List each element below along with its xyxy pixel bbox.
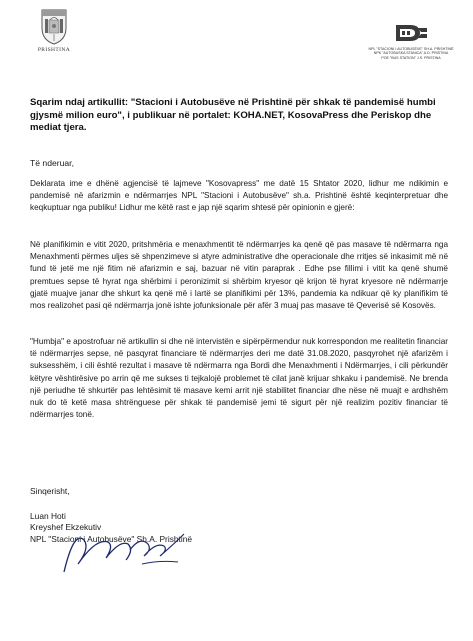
company-names	[356, 47, 466, 60]
city-label: PRISHTINA	[37, 47, 71, 53]
salutation: Të nderuar,	[30, 158, 74, 168]
company-name-line: NPK "AUTOBUSKA STANICA" A.D. PRISTINA	[373, 51, 449, 56]
signatory-name: Luan Hoti	[30, 511, 66, 521]
paragraph: "Humbja" e apostrofuar në artikullin si dhe në intervistën e sipërpërmendur nuk korrespondon me realitetin financiar të ndërmarrjes sepse, në pasqyrat financiare të ndërmarrjes deri me datë 31.08.2020, pasqyrohet një afarizëm i suksesshëm, i cili është rezultat i masave të ndërmarra nga Bordi dhe Menaxhmenti i Ndërmarrjes, i cili përkundër këtyre vështirësive po arrin që me sukses ti tejkalojë problemet të cilat janë krijuar shkaku i pandemisë. Ne brenda një periudhe të shkurtër pas lehtësimit të masave kemi arrit një stabilitet financiar dhe nëse në muajt e ardhshëm nuk do të ketë masa shtrënguese për shkak të pandemisë jemi të sigurt për një realizim pozitiv financiar të ndërmarrjes tonë.	[30, 337, 448, 420]
signatory-company: NPL "Stacioni i Autobusëve" Sh.A. Prishtinë	[30, 533, 193, 544]
paragraph: Deklarata ime e dhënë agjencisë të lajmeve "Kosovapress" me datë 15 Shtator 2020, lidhur me ndikimin e pandemisë në afarizmin e ndërmarrjes NPL "Stacioni i Autobusëve" sh.a. Prishtinë është keqinterpretuar dhe keqkuptuar nga publiku! Lidhur me këtë rast e jap një sqarim shtesë për opinionin e gjerë:	[30, 179, 448, 213]
sign-off: Sinqerisht,	[30, 486, 70, 496]
prishtina-coat-of-arms-icon	[40, 6, 68, 46]
signatory-role: Kreyshef Ekzekutiv	[30, 522, 102, 533]
paragraph: Në planifikimin e vitit 2020, pritshmëria e menaxhmentit të ndërmarrjes ka qenë që pas masave të ndërmarra nga Menaxhmenti përmes uljes së shpenzimeve si atyre administrative dhe operacionale dhe rritjes së inkasimit më në fund të jetë me një fitim në afarizmin e saj, bazuar në vitin paraprak . Edhe pse fillimi i vitit ka qenë shumë premtues sepse të hyrat nga shërbimi i peronizimit si shërbim kryesor që krijon të hyrat kryesore në ndërmarrje gjatë muajve janar dhe shkurt ka qenë më i lartë se planifikimi për 13%, pandemia ka ndikuar që ky planifikim të mos realizohet pasi që ndërmarrja jonë ishte jofunksionale për afër 3 muaj pas masave të Qeverisë së Kosovës.	[30, 240, 448, 311]
bus-station-logo	[356, 22, 466, 60]
prishtina-crest	[34, 6, 74, 72]
company-name-line: POE "BUS STATION" J.S. PRISTINA	[381, 55, 441, 60]
letter-title: Sqarim ndaj artikullit: "Stacioni i Autobusëve në Prishtinë për shkak të pandemisë humbi gjysmë milion euro", i publikuar në portalet: KOHA.NET, KosovaPress dhe Periskop dhe mediat tjera.	[30, 97, 436, 133]
company-name-line: NPL "STACIONI I AUTOBUSËVE" SH.A. PRISHTINË	[368, 47, 454, 51]
handwritten-signature	[56, 520, 206, 580]
bus-station-icon	[394, 22, 428, 44]
